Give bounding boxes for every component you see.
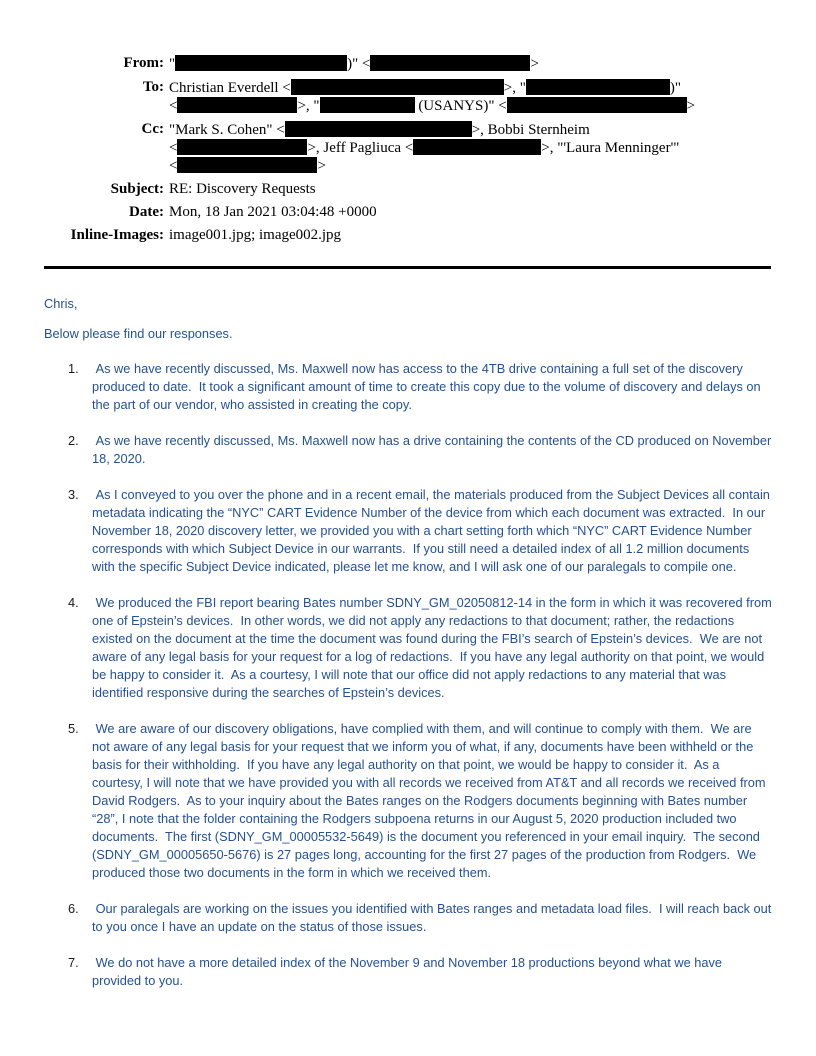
- header-text: >, Jeff Pagliuca <: [307, 140, 414, 156]
- list-item-text: As I conveyed to you over the phone and in a recent email, the materials produced from the Subject Devices all contain metadata indicating the “NYC” CART Evidence Number of the device from which each document was extracted. In our November 18, 2020 discovery letter, we provided you with a chart setting forth which “NYC” CART Evidence Number corresponds with which Subject Device in our warrants. If you still need a detailed index of all 1.2 million documents with the specific Subject Device indicated, please let me know, and I will ask one of our paralegals to compile one.: [92, 487, 774, 574]
- list-item-text: We produced the FBI report bearing Bates number SDNY_GM_02050812-14 in the form in which it was recovered from one of Epstein’s devices. In other words, we did not apply any redactions to that document; rather, the redactions existed on the document at the time the document was found during the FBI’s search of Epstein’s devices. We are not aware of any legal basis for your request for a log of redactions. If you have any legal authority on that point, we would be happy to consider it. As a courtesy, I will note that our office did not apply redactions to any material that was identified responsive during the searches of Epstein’s devices.: [92, 595, 776, 700]
- list-item-number: 6.: [68, 901, 79, 916]
- header-text: Mon, 18 Jan 2021 03:04:48 +0000: [169, 204, 377, 220]
- list-item: [68, 486, 772, 576]
- redaction-bar: [291, 79, 504, 95]
- list-item: [68, 954, 772, 990]
- list-item: [68, 432, 775, 468]
- header-text: >, "'Laura Menninger'": [541, 140, 680, 156]
- header-value-line: [169, 204, 816, 221]
- list-item-number: 3.: [68, 487, 79, 502]
- header-text: )": [669, 80, 681, 96]
- header-value-subject: [164, 181, 816, 198]
- list-item: [68, 594, 776, 702]
- list-item-text: As we have recently discussed, Ms. Maxwell now has a drive containing the contents of the CD produced on November 18, 2020.: [92, 433, 775, 466]
- header-text: <: [169, 98, 178, 114]
- header-text: ": [169, 56, 176, 72]
- header-label-cc: Cc:: [141, 121, 164, 137]
- redaction-bar: [526, 79, 670, 95]
- header-row-to: [44, 76, 816, 118]
- header-text: image001.jpg; image002.jpg: [169, 227, 342, 243]
- header-value-line: [169, 157, 816, 175]
- redaction-bar: [507, 97, 687, 113]
- list-item-text: Our paralegals are working on the issues you identified with Bates ranges and metadata load files. I will reach back out to you once I have an update on the status of those issues.: [92, 901, 775, 934]
- email-header: [44, 0, 816, 247]
- header-text: >, Bobbi Sternheim: [471, 122, 590, 138]
- header-label-to: To:: [142, 79, 164, 95]
- redaction-bar: [320, 97, 415, 113]
- intro-line: Below please find our responses.: [44, 326, 233, 341]
- header-value-line: [169, 181, 816, 198]
- list-item-number: 1.: [68, 361, 79, 376]
- redaction-bar: [285, 121, 472, 137]
- list-item-number: 2.: [68, 433, 79, 448]
- header-value-cc: [164, 121, 816, 175]
- header-row-inline-images: [44, 224, 816, 247]
- header-text: )" <: [347, 56, 371, 72]
- header-text: (USANYS)" <: [414, 98, 507, 114]
- header-text: >, ": [297, 98, 320, 114]
- header-text: RE: Discovery Requests: [169, 181, 316, 197]
- header-label-date: Date:: [129, 204, 164, 220]
- list-item-number: 7.: [68, 955, 79, 970]
- redaction-bar: [177, 97, 297, 113]
- header-text: >: [317, 158, 326, 174]
- redaction-bar: [370, 55, 530, 71]
- list-item: [68, 900, 775, 936]
- header-row-date: [44, 201, 816, 224]
- greeting: Chris,: [44, 296, 78, 311]
- header-value-line: [169, 97, 816, 115]
- list-item-number: 5.: [68, 721, 79, 736]
- header-label-subject: Subject:: [110, 181, 164, 197]
- header-row-from: [44, 52, 816, 76]
- header-text: >: [530, 56, 539, 72]
- list-item-text: We are aware of our discovery obligations, have complied with them, and will continue to comply with them. We are not aware of any legal basis for your request that we inform you of what, if any, documents have been withheld or the basis for their withholding. If you have any legal authority on that point, we would be happy to consider it. As a courtesy, I will note that we have provided you with all records we received from AT&T and all records we received from David Rodgers. As to your inquiry about the Bates ranges on the Rodgers documents beginning with Bates number “28”, I note that the folder containing the Rodgers subpoena returns in our August 5, 2020 production included two documents. The first (SDNY_GM_00005532-5649) is the document you referenced in your email inquiry. The second (SDNY_GM_00005650-5676) is 27 pages long, accounting for the first 27 pages of the production from Rodgers. We produced those two documents in the form in which we received them.: [92, 721, 770, 880]
- response-list: [44, 360, 776, 990]
- header-text: <: [169, 140, 178, 156]
- header-value-from: [164, 55, 816, 73]
- header-label-from: From:: [123, 55, 164, 71]
- header-text: "Mark S. Cohen" <: [169, 122, 285, 138]
- redaction-bar: [177, 157, 317, 173]
- header-value-line: [169, 227, 816, 244]
- redaction-bar: [175, 55, 347, 71]
- header-text: <: [169, 158, 178, 174]
- header-value-inline-images: [164, 227, 816, 244]
- header-value-line: [169, 55, 816, 73]
- header-value-line: [169, 121, 816, 139]
- email-body: [44, 295, 776, 990]
- separator-line: [44, 266, 771, 269]
- header-text: >, ": [503, 80, 526, 96]
- list-item-text: We do not have a more detailed index of the November 9 and November 18 productions beyond what we have provided to you.: [92, 955, 726, 988]
- redaction-bar: [177, 139, 307, 155]
- header-row-subject: [44, 178, 816, 201]
- header-value-line: [169, 139, 816, 157]
- header-value-to: [164, 79, 816, 115]
- redaction-bar: [413, 139, 541, 155]
- list-item: [68, 720, 772, 882]
- header-row-cc: [44, 118, 816, 178]
- list-item-number: 4.: [68, 595, 79, 610]
- header-text: Christian Everdell <: [169, 80, 291, 96]
- header-text: >: [686, 98, 696, 114]
- list-item-text: As we have recently discussed, Ms. Maxwell now has access to the 4TB drive containing a full set of the discovery produced to date. It took a significant amount of time to create this copy due to the volume of discovery and delays on the part of our vendor, who assisted in creating the copy.: [92, 361, 765, 412]
- header-label-inline-images: Inline-Images:: [70, 227, 164, 243]
- header-value-date: [164, 204, 816, 221]
- header-value-line: [169, 79, 816, 97]
- list-item: [68, 360, 772, 414]
